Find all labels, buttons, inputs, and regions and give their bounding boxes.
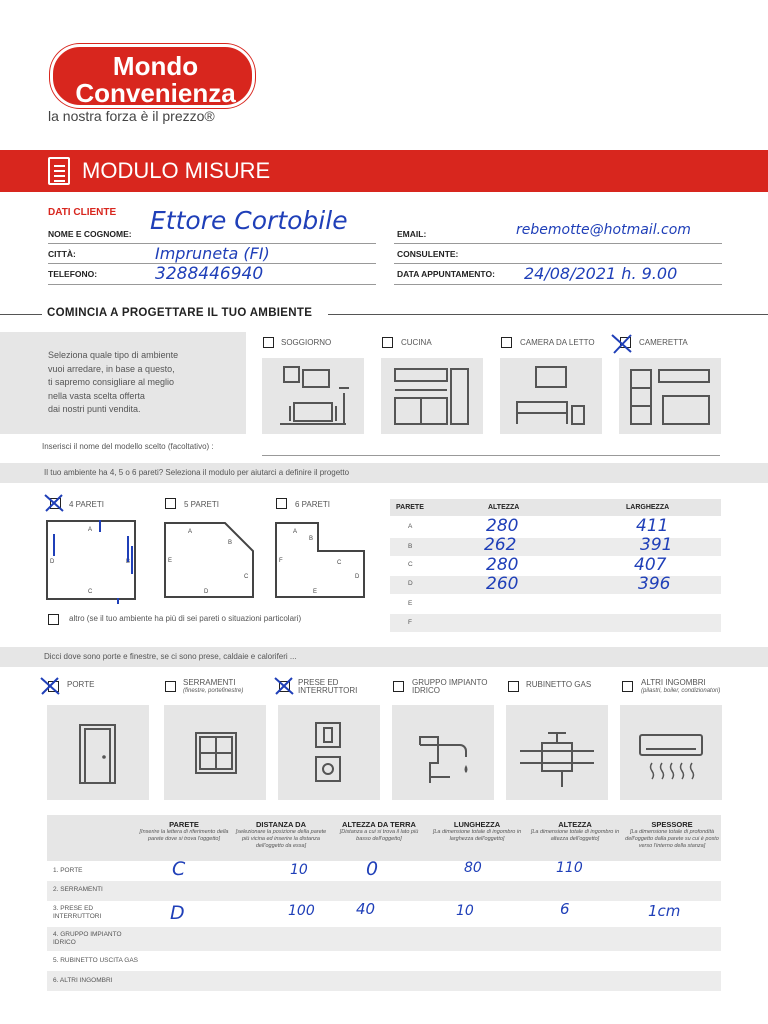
wall-option-5: 5 PARETI (184, 500, 219, 509)
svg-text:B: B (126, 559, 131, 565)
svg-text:E: E (168, 558, 173, 564)
email-field[interactable]: rebemotte@hotmail.com (516, 222, 691, 238)
document-icon (48, 157, 70, 185)
col-altezza: ALTEZZA [La dimensione totale di ingombro in altezza dell'oggetto] (530, 820, 620, 842)
appointment-label: DATA APPUNTAMENTO: (397, 269, 495, 279)
appointment-line (394, 284, 722, 285)
wall-row-label: D (408, 580, 413, 587)
svg-text:C: C (88, 589, 93, 595)
client-section-label: DATI CLIENTE (48, 207, 117, 218)
wall-width-b[interactable]: 391 (640, 535, 673, 555)
name-label: NOME E COGNOME: (48, 229, 132, 239)
room-label-cucina: CUCINA (401, 338, 432, 347)
living-room-icon (262, 358, 364, 434)
opening-sub-serramenti: (finestre, portefinestre) (183, 688, 244, 694)
prese-parete[interactable]: D (170, 902, 185, 924)
col-lunghezza: LUNGHEZZA [La dimensione totale di ingombro in larghezza dell'oggetto] (432, 820, 522, 842)
checkbox-altro[interactable] (48, 614, 59, 625)
opening-label-porte: PORTE (67, 680, 95, 689)
email-line (394, 243, 722, 244)
check-mark-cameretta (609, 332, 637, 356)
gas-pipe-icon (506, 705, 608, 800)
svg-text:A: A (293, 529, 298, 535)
phone-label: TELEFONO: (48, 269, 98, 279)
svg-text:F: F (279, 558, 283, 564)
room-label-soggiorno: SOGGIORNO (281, 338, 332, 347)
svg-text:B: B (228, 540, 233, 546)
intro-text: Seleziona quale tipo di ambiente vuoi arredare, in base a questo, ti sapremo consigliare al meglio nella vasta scelta offerta dai nostri punti vendita. (48, 350, 179, 414)
svg-text:D: D (50, 559, 55, 565)
svg-text:C: C (337, 560, 342, 566)
openings-row-shade (47, 881, 721, 901)
room-label-camera: CAMERA DA LETTO (520, 338, 595, 347)
checkbox-cucina[interactable] (382, 337, 393, 348)
openings-row-shade (47, 927, 721, 951)
four-walls-plan-icon (44, 516, 144, 604)
checkbox-rubinetto-gas[interactable] (508, 681, 519, 692)
svg-text:E: E (313, 589, 318, 595)
col-parete: PARETE [Inserire la lettera di riferimento della parete dove si trova l'oggetto] (139, 820, 229, 842)
city-field[interactable]: Impruneta (FI) (155, 244, 270, 263)
svg-text:A: A (88, 527, 93, 533)
openings-prompt: Dicci dove sono porte e finestre, se ci sono prese, caldaie e caloriferi ... (44, 652, 297, 661)
brand-logo (50, 44, 255, 108)
phone-line (48, 284, 376, 285)
wall-height-c[interactable]: 280 (486, 555, 519, 575)
opening-row-idrico: 4. GRUPPO IMPIANTO IDRICO (53, 931, 122, 946)
wall-height-b[interactable]: 262 (484, 535, 517, 555)
five-walls-plan-icon (162, 520, 256, 600)
checkbox-5-pareti[interactable] (165, 498, 176, 509)
kitchen-icon (381, 358, 483, 434)
prese-lunghezza[interactable]: 10 (456, 903, 474, 919)
opening-label-prese: PRESE ED INTERRUTTORI (298, 678, 358, 695)
faucet-icon (392, 705, 494, 800)
room-label-cameretta: CAMERETTA (639, 338, 688, 347)
opening-row-prese: 3. PRESE ED INTERRUTTORI (53, 905, 102, 920)
porte-distanza[interactable]: 10 (290, 862, 308, 878)
opening-label-gas: RUBINETTO GAS (526, 680, 592, 689)
walls-prompt: Il tuo ambiente ha 4, 5 o 6 pareti? Seleziona il modulo per aiutarci a definire il progetto (44, 468, 350, 477)
col-spessore: SPESSORE [La dimensione totale di profondità dell'oggetto dalla parete su cui è posto verso l'interno della stanza] (625, 820, 719, 849)
prese-altezza-terra[interactable]: 40 (356, 900, 376, 918)
wall-row-label: F (408, 619, 412, 626)
opening-row-ingombri: 6. ALTRI INGOMBRI (53, 977, 113, 984)
window-icon (164, 705, 266, 800)
porte-parete[interactable]: C (172, 858, 186, 880)
svg-text:C: C (244, 574, 249, 580)
opening-row-gas: 5. RUBINETTO USCITA GAS (53, 957, 138, 964)
wall-table-col-larghezza: LARGHEZZA (626, 504, 670, 511)
porte-altezza-terra[interactable]: 0 (366, 858, 379, 880)
checkbox-camera[interactable] (501, 337, 512, 348)
wall-table-header (390, 499, 721, 516)
prese-altezza[interactable]: 6 (560, 900, 570, 918)
porte-altezza[interactable]: 110 (556, 860, 583, 876)
svg-text:A: A (188, 529, 193, 535)
bedroom-icon (500, 358, 602, 434)
page-title: MODULO MISURE (82, 158, 271, 183)
wall-table-col-parete: PARETE (396, 504, 424, 511)
col-altezza-terra: ALTEZZA DA TERRA [Distanza a cui si trova il lato più basso dell'oggetto] (339, 820, 419, 842)
col-distanza: DISTANZA DA [selezionare la posizione della parete più vicina ed inserire la distanza dell'oggetto da essa] (235, 820, 327, 849)
opening-label-idrico: GRUPPO IMPIANTO IDRICO (412, 678, 488, 695)
appointment-field[interactable]: 24/08/2021 h. 9.00 (524, 264, 678, 283)
brand-name-line1: Mondo (112, 51, 199, 81)
wall-option-6: 6 PARETI (295, 500, 330, 509)
checkbox-impianto-idrico[interactable] (393, 681, 404, 692)
svg-text:D: D (355, 574, 360, 580)
wall-row-label: B (408, 543, 413, 550)
wall-table-row-shade (390, 576, 721, 594)
check-mark-prese (272, 674, 298, 698)
email-label: EMAIL: (397, 229, 427, 239)
openings-row-shade (47, 971, 721, 991)
checkbox-serramenti[interactable] (165, 681, 176, 692)
wall-width-c[interactable]: 407 (634, 555, 667, 575)
door-icon (47, 705, 149, 800)
wall-width-d[interactable]: 396 (638, 574, 671, 594)
model-prompt: Inserisci il nome del modello scelto (facoltativo) : (42, 442, 214, 451)
kids-room-icon (619, 358, 721, 434)
wall-height-d[interactable]: 260 (486, 574, 519, 594)
check-mark-4-pareti (42, 491, 68, 515)
section-rule-left (0, 314, 42, 315)
wall-row-label: A (408, 523, 413, 530)
porte-lunghezza[interactable]: 80 (464, 860, 482, 876)
opening-row-porte: 1. PORTE (53, 867, 83, 874)
city-label: CITTÀ: (48, 249, 76, 259)
opening-label-ingombri: ALTRI INGOMBRI (641, 678, 706, 687)
checkbox-6-pareti[interactable] (276, 498, 287, 509)
phone-field[interactable]: 3288446940 (155, 264, 264, 284)
model-input-line[interactable] (262, 455, 720, 456)
six-walls-plan-icon (273, 520, 367, 600)
checkbox-altri-ingombri[interactable] (622, 681, 633, 692)
consultant-label: CONSULENTE: (397, 249, 459, 259)
opening-label-serramenti: SERRAMENTI (183, 678, 236, 687)
wall-height-a[interactable]: 280 (486, 516, 519, 536)
section-rule-right (328, 314, 768, 315)
svg-text:B: B (309, 536, 314, 542)
checkbox-soggiorno[interactable] (263, 337, 274, 348)
wall-option-4: 4 PARETI (69, 500, 104, 509)
project-section-title: COMINCIA A PROGETTARE IL TUO AMBIENTE (47, 307, 313, 319)
opening-row-serramenti: 2. SERRAMENTI (53, 886, 103, 893)
switch-icon (278, 705, 380, 800)
opening-sub-ingombri: (pilastri, boiler, condizionatori) (641, 688, 721, 694)
wall-row-label: C (408, 561, 413, 568)
svg-text:D: D (204, 589, 209, 595)
air-conditioner-icon (620, 705, 722, 800)
other-option-label: altro (se il tuo ambiente ha più di sei pareti o situazioni particolari) (69, 614, 302, 623)
wall-table-row-shade (390, 614, 721, 632)
name-field[interactable]: Ettore Cortobile (150, 206, 348, 235)
prese-spessore[interactable]: 1cm (648, 902, 681, 920)
brand-name-line2: Convenienza (75, 78, 236, 108)
wall-width-a[interactable]: 411 (636, 516, 669, 536)
prese-distanza[interactable]: 100 (288, 903, 315, 919)
wall-table-col-altezza: ALTEZZA (488, 504, 520, 511)
check-mark-porte (38, 674, 64, 698)
brand-tagline: la nostra forza è il prezzo® (48, 108, 215, 124)
wall-row-label: E (408, 600, 413, 607)
